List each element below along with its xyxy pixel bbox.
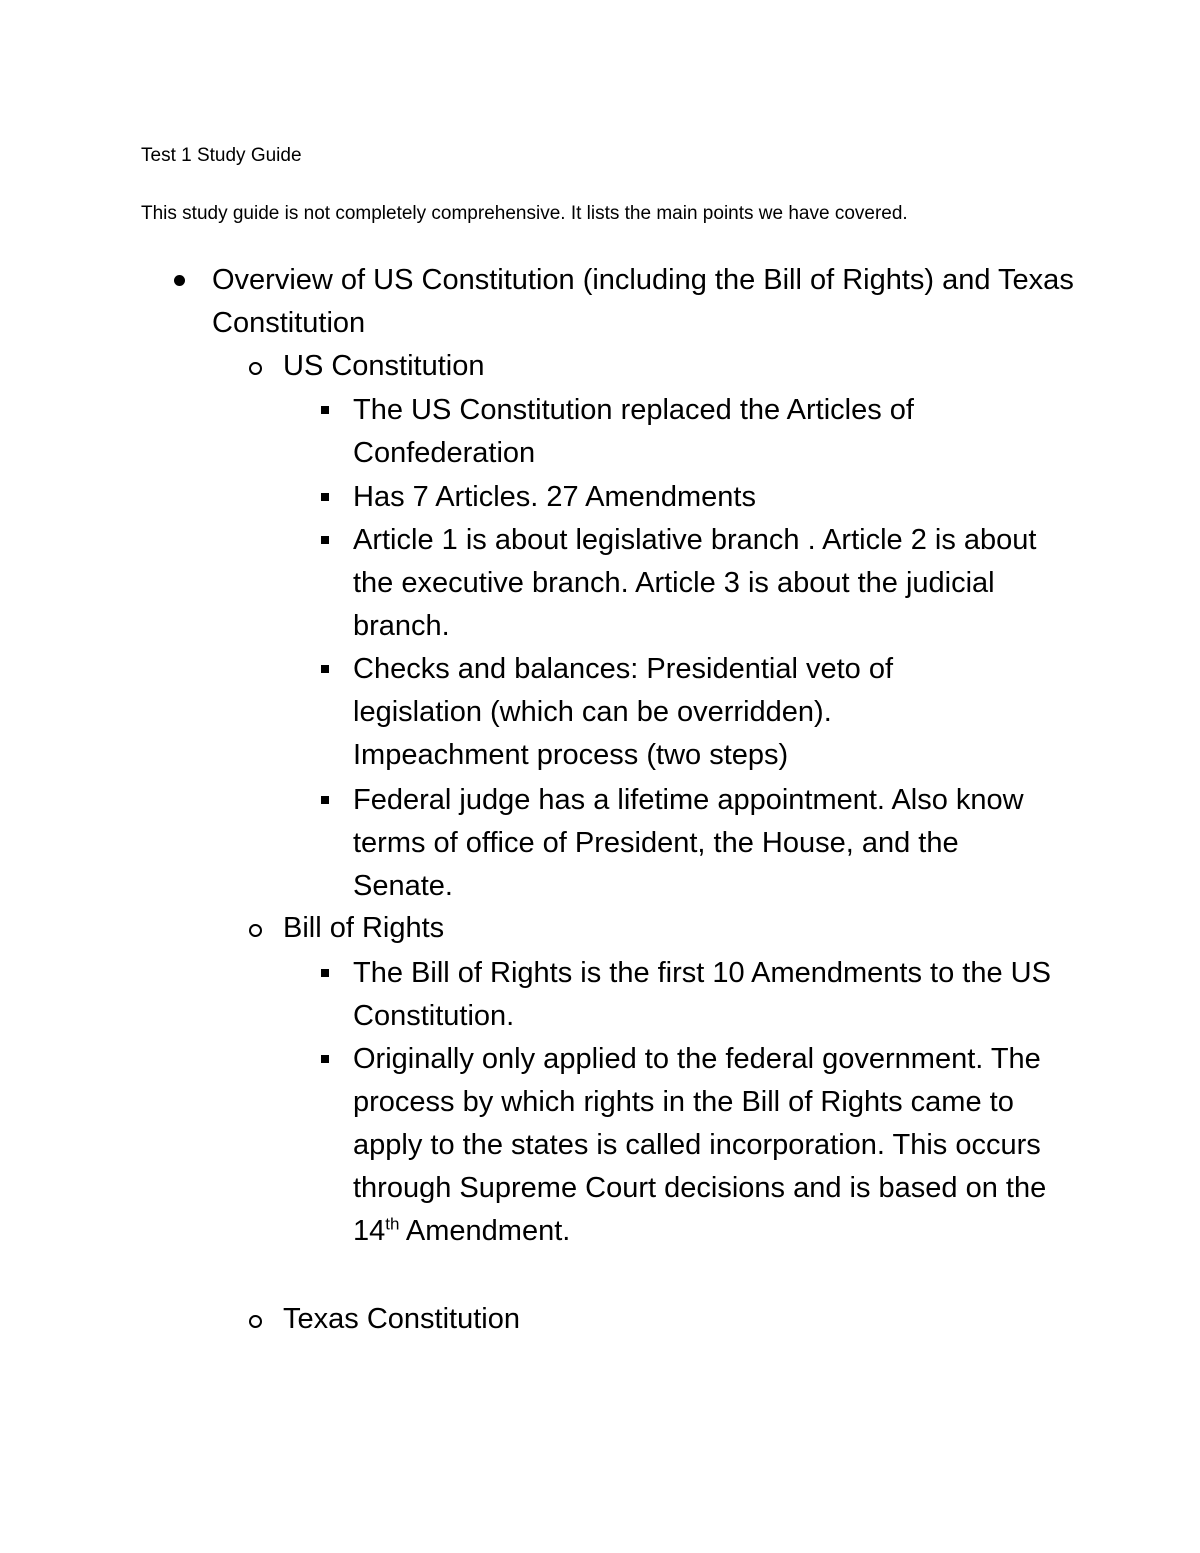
square-bullet-icon	[321, 969, 329, 977]
outline-heading: Overview of US Constitution (including the Bill of Rights) and Texas Constitution	[212, 264, 1074, 339]
document-title: Test 1 Study Guide	[141, 145, 302, 166]
square-bullet-icon	[321, 536, 329, 544]
square-bullet-icon	[321, 1055, 329, 1063]
square-bullet-icon	[321, 493, 329, 501]
section-us-constitution: US Constitution	[283, 350, 485, 382]
square-bullet-icon	[321, 665, 329, 673]
list-item-bor-2	[353, 1038, 1058, 1253]
bullet-dot-icon	[174, 275, 185, 286]
intro-paragraph: This study guide is not completely comprehensive. It lists the main points we have covered.	[141, 203, 908, 224]
list-item-bor-2-text: Originally only applied to the federal government. The process by which rights in the Bill of Rights came to apply to the states is called incorporation. This occurs through Supreme Court decisions and is based on the 14	[353, 1043, 1047, 1247]
hollow-circle-bullet-icon	[249, 1315, 262, 1328]
hollow-circle-bullet-icon	[249, 924, 262, 937]
list-item-us-5: Federal judge has a lifetime appointment. Also know terms of office of President, the House, and the Senate.	[353, 784, 1024, 902]
hollow-circle-bullet-icon	[249, 362, 262, 375]
list-item-us-1: The US Constitution replaced the Articles of Confederation	[353, 394, 914, 469]
ordinal-suffix: th	[385, 1214, 400, 1234]
square-bullet-icon	[321, 796, 329, 804]
list-item-us-4: Checks and balances: Presidential veto of legislation (which can be overridden). Impeachment process (two steps)	[353, 653, 894, 771]
section-bill-of-rights: Bill of Rights	[283, 912, 445, 944]
list-item-bor-2-end: Amendment.	[399, 1215, 571, 1247]
section-texas-constitution: Texas Constitution	[283, 1303, 520, 1335]
list-item-bor-1: The Bill of Rights is the first 10 Amendments to the US Constitution.	[353, 957, 1051, 1032]
list-item-us-2: Has 7 Articles. 27 Amendments	[353, 481, 756, 513]
square-bullet-icon	[321, 406, 329, 414]
list-item-us-3: Article 1 is about legislative branch . Article 2 is about the executive branch. Article 3 is about the judicial branch.	[353, 524, 1037, 642]
